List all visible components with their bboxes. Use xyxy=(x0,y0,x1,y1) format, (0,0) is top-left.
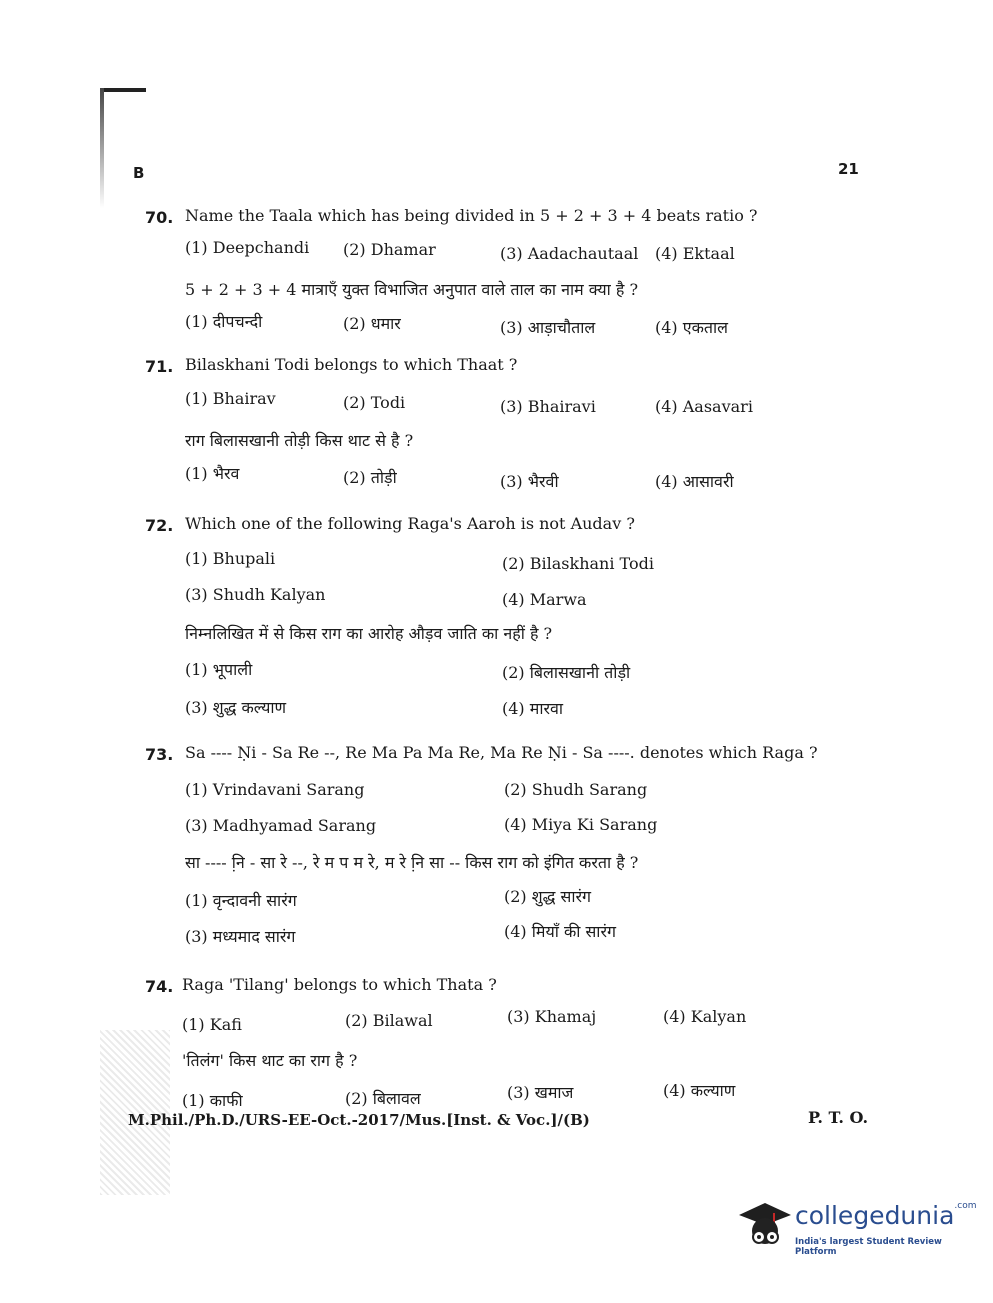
option-en: (1) Kafi xyxy=(182,1015,242,1034)
question-number: 70. xyxy=(145,208,174,227)
scan-edge-mark xyxy=(100,88,146,92)
question-number: 72. xyxy=(145,516,174,535)
option-en: (4) Miya Ki Sarang xyxy=(504,815,658,834)
option-en: (4) Marwa xyxy=(502,590,587,609)
option-hi: (1) दीपचन्दी xyxy=(185,312,263,331)
question-text-hi: सा ---- नि़ - सा रे --, रे म प म रे, म रे नि़ सा -- किस राग को इंगित करता है ? xyxy=(185,853,639,872)
question-number: 74. xyxy=(145,977,174,996)
option-hi: (2) बिलासखानी तोड़ी xyxy=(502,663,631,682)
option-hi: (2) तोड़ी xyxy=(343,468,397,487)
option-hi: (4) कल्याण xyxy=(663,1081,736,1100)
option-en: (4) Aasavari xyxy=(655,397,753,416)
option-hi: (4) आसावरी xyxy=(655,472,734,491)
option-en: (1) Bhairav xyxy=(185,389,276,408)
collegedunia-logo[interactable] xyxy=(735,1195,977,1257)
option-hi: (2) धमार xyxy=(343,314,401,333)
option-en: (3) Bhairavi xyxy=(500,397,596,416)
question-text-en: Raga 'Tilang' belongs to which Thata ? xyxy=(182,975,497,994)
option-en: (2) Bilawal xyxy=(345,1011,433,1030)
student-mascot-icon xyxy=(735,1195,793,1253)
option-en: (1) Vrindavani Sarang xyxy=(185,780,365,799)
question-number: 71. xyxy=(145,357,174,376)
question-text-hi: राग बिलासखानी तोड़ी किस थाट से है ? xyxy=(185,431,414,450)
option-en: (3) Madhyamad Sarang xyxy=(185,816,377,835)
option-en: (2) Bilaskhani Todi xyxy=(502,554,654,573)
page-number: 21 xyxy=(838,160,859,178)
option-hi: (1) काफी xyxy=(182,1091,243,1110)
option-en: (3) Aadachautaal xyxy=(500,244,639,263)
logo-wordmark xyxy=(795,1201,976,1230)
option-hi: (3) आड़ाचौताल xyxy=(500,318,596,337)
option-en: (1) Deepchandi xyxy=(185,238,310,257)
option-en: (2) Dhamar xyxy=(343,240,436,259)
question-text-hi: निम्नलिखित में से किस राग का आरोह औड़व जाति का नहीं है ? xyxy=(185,624,553,643)
option-en: (3) Shudh Kalyan xyxy=(185,585,326,604)
logo-name: collegedunia xyxy=(795,1201,955,1230)
question-text-hi: 5 + 2 + 3 + 4 मात्राएँ युक्त विभाजित अनुपात वाले ताल का नाम क्या है ? xyxy=(185,280,639,299)
series-label: B xyxy=(133,164,145,182)
option-hi: (3) शुद्ध कल्याण xyxy=(185,698,287,717)
option-hi: (4) मियाँ की सारंग xyxy=(504,922,617,941)
option-en: (4) Kalyan xyxy=(663,1007,747,1026)
option-en: (4) Ektaal xyxy=(655,244,735,263)
question-text-en: Name the Taala which has being divided in 5 + 2 + 3 + 4 beats ratio ? xyxy=(185,206,758,225)
option-en: (2) Todi xyxy=(343,393,406,412)
paper-code: M.Phil./Ph.D./URS-EE-Oct.-2017/Mus.[Inst. & Voc.]/(B) xyxy=(128,1111,590,1129)
option-en: (2) Shudh Sarang xyxy=(504,780,648,799)
option-en: (3) Khamaj xyxy=(507,1007,597,1026)
logo-suffix: .com xyxy=(954,1201,977,1211)
option-hi: (3) भैरवी xyxy=(500,472,559,491)
question-text-hi: 'तिलंग' किस थाट का राग है ? xyxy=(182,1051,358,1070)
option-hi: (4) एकताल xyxy=(655,318,728,337)
question-text-en: Bilaskhani Todi belongs to which Thaat ? xyxy=(185,355,518,374)
pto-label: P. T. O. xyxy=(808,1108,869,1127)
question-text-en: Sa ---- Ṇi - Sa Re --, Re Ma Pa Ma Re, Ma Re Ṇi - Sa ----. denotes which Raga ? xyxy=(185,743,818,762)
option-en: (1) Bhupali xyxy=(185,549,276,568)
question-number: 73. xyxy=(145,745,174,764)
option-hi: (1) वृन्दावनी सारंग xyxy=(185,891,297,910)
option-hi: (1) भैरव xyxy=(185,464,240,483)
option-hi: (3) मध्यमाद सारंग xyxy=(185,927,296,946)
option-hi: (2) शुद्ध सारंग xyxy=(504,887,592,906)
option-hi: (1) भूपाली xyxy=(185,660,253,679)
question-text-en: Which one of the following Raga's Aaroh is not Audav ? xyxy=(185,514,635,533)
option-hi: (4) मारवा xyxy=(502,699,564,718)
logo-tagline: India's largest Student Review Platform xyxy=(795,1237,942,1257)
option-hi: (2) बिलावल xyxy=(345,1089,421,1108)
option-hi: (3) खमाज xyxy=(507,1083,574,1102)
scan-edge-shadow xyxy=(100,88,104,208)
